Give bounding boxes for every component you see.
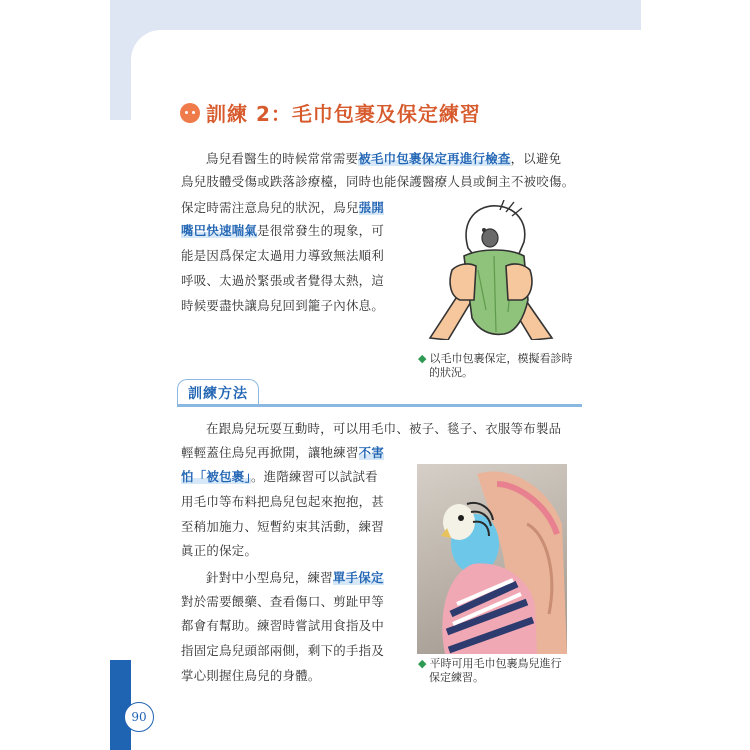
method-line-4: 用毛巾等布料把鳥兒包起來抱抱，甚 [181, 494, 385, 509]
intro-line-6: 呼吸、太過於緊張或者覺得太熱，這 [181, 273, 385, 288]
left-hand [450, 264, 476, 300]
method-text: 輕輕蓋住鳥兒再掀開，讓牠練習 [181, 445, 359, 460]
method-line-7 [206, 566, 384, 589]
intro-line-4 [181, 219, 384, 242]
photo-drawing [417, 464, 567, 654]
section-tab-training-method: 訓練方法 [177, 379, 259, 406]
intro-text: 保定時需注意鳥兒的狀況，鳥兒 [181, 200, 359, 215]
towel-wrapped-bird-illustration [420, 200, 560, 340]
bird-face-icon [180, 103, 200, 123]
method-line-6: 眞正的保定。 [181, 543, 258, 558]
highlight-text: 張開 [358, 200, 385, 215]
caption-diamond-icon: ◆ [418, 657, 427, 670]
page-title: 訓練 2：毛巾包裹及保定練習 [206, 102, 481, 126]
method-line-5: 至稍加施力、短暫約束其活動，練習 [181, 519, 385, 534]
caption-line: 保定練習。 [429, 671, 484, 684]
method-text: 。進階練習可以試試看 [250, 469, 378, 484]
caption-line: 的狀況。 [429, 366, 473, 379]
budgie-eye [458, 515, 464, 521]
highlight-text: 被毛巾包裹保定再進行檢查 [358, 151, 511, 166]
intro-line-3 [181, 196, 384, 219]
bird-eye [482, 228, 486, 232]
method-line-3 [181, 465, 378, 488]
right-hand [506, 264, 532, 300]
method-text: 針對中小型鳥兒，練習 [206, 570, 333, 585]
budgie-towel-photo [417, 464, 567, 654]
intro-text: ，以避免 [510, 151, 562, 166]
method-line-11: 掌心則握住鳥兒的身體。 [181, 668, 321, 683]
intro-line-1 [206, 147, 561, 170]
caption-line: 平時可用毛巾包裹鳥兒進行 [429, 657, 562, 670]
method-line-8: 對於需要餵藥、查看傷口、剪趾甲等 [181, 594, 385, 609]
method-line-10: 指固定鳥兒頭部兩側，剩下的手指及 [181, 643, 385, 658]
intro-text: 是很常發生的現象，可 [257, 223, 385, 238]
method-line-9: 都會有幫助。練習時嘗試用食指及中 [181, 618, 385, 633]
highlight-text: 不害 [358, 445, 385, 460]
intro-line-5: 能是因爲保定太過用力導致無法順利 [181, 248, 385, 263]
section-divider [177, 404, 582, 407]
photo-caption [418, 657, 561, 685]
method-line-2 [181, 441, 384, 464]
method-line-1: 在跟鳥兒玩耍互動時，可以用毛巾、被子、毯子、衣服等布製品 [206, 421, 562, 436]
highlight-text: 單手保定 [332, 570, 384, 585]
caption-line: 以毛巾包裹保定，模擬看診時 [429, 352, 573, 365]
intro-line-7: 時候要盡快讓鳥兒回到籠子內休息。 [181, 298, 385, 313]
highlight-text: 嘴巴快速喘氣 [181, 223, 258, 238]
page-number: 90 [124, 702, 154, 732]
intro-line-2: 鳥兒肢體受傷或跌落診療檯，同時也能保護醫療人員或飼主不被咬傷。 [181, 174, 575, 189]
caption-diamond-icon: ◆ [418, 352, 427, 365]
highlight-text: 怕「被包裹」 [181, 469, 251, 484]
section-heading [180, 98, 481, 127]
illustration-caption [418, 352, 572, 380]
intro-text: 鳥兒看醫生的時候常常需要 [206, 151, 359, 166]
